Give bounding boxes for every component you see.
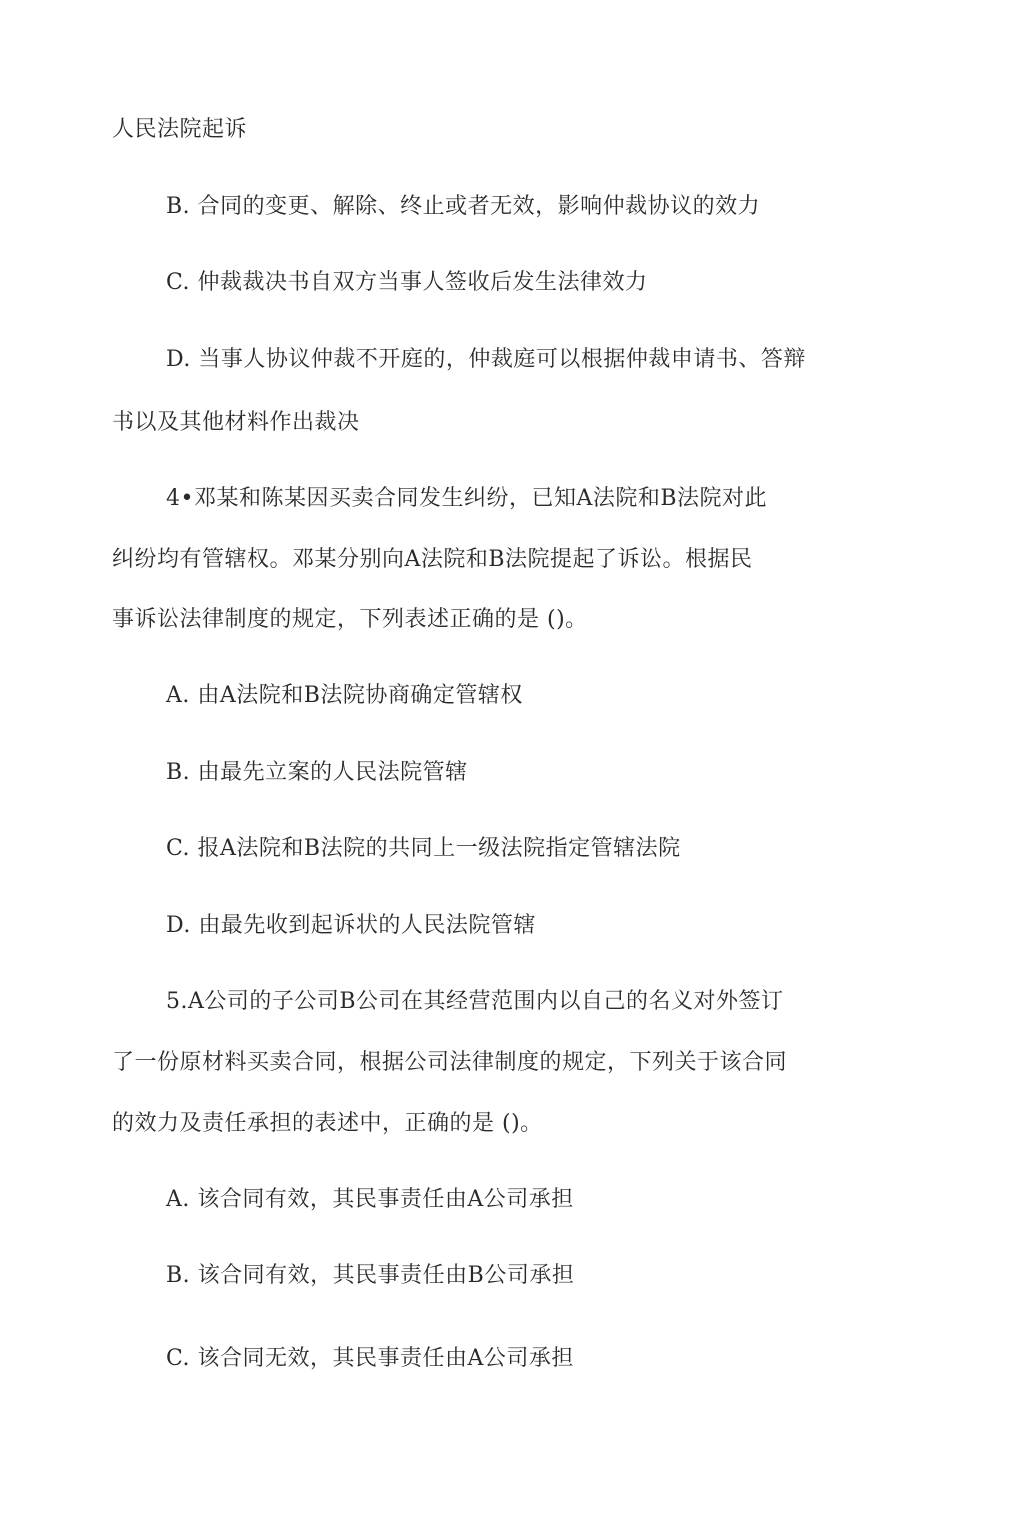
question-4-text-line2: 纠纷均有管辖权。邓某分别向A法院和B法院提起了诉讼。根据民 [112, 547, 753, 572]
option-d-continuation: 书以及其他材料作出裁决 [112, 410, 360, 435]
option-d-text: D. 当事人协议仲裁不开庭的，仲裁庭可以根据仲裁申请书、答辩 [166, 347, 806, 372]
question-5-option-c: C. 该合同无效，其民事责任由A公司承担 [166, 1346, 574, 1371]
question-5-option-a: A. 该合同有效，其民事责任由A公司承担 [166, 1187, 574, 1212]
option-c-text: C. 仲裁裁决书自双方当事人签收后发生法律效力 [166, 270, 648, 295]
question-5-text: 5.A公司的子公司B公司在其经营范围内以自己的名义对外签订 [166, 989, 784, 1014]
question-4-option-a: A. 由A法院和B法院协商确定管辖权 [166, 683, 523, 708]
question-5-text-line2: 了一份原材料买卖合同，根据公司法律制度的规定，下列关于该合同 [112, 1050, 788, 1075]
question-5-text-line3: 的效力及责任承担的表述中，正确的是 ()。 [112, 1111, 543, 1136]
option-b-text: B. 合同的变更、解除、终止或者无效，影响仲裁协议的效力 [166, 194, 761, 219]
question-4-text-line3: 事诉讼法律制度的规定，下列表述正确的是 ()。 [112, 607, 588, 632]
paragraph-text: 人民法院起诉 [112, 117, 248, 142]
question-4-text: 4•邓某和陈某因买卖合同发生纠纷，已知A法院和B法院对此 [166, 486, 768, 511]
question-5-option-b: B. 该合同有效，其民事责任由B公司承担 [166, 1263, 575, 1288]
question-4-option-b: B. 由最先立案的人民法院管辖 [166, 760, 468, 785]
question-4-option-d: D. 由最先收到起诉状的人民法院管辖 [166, 913, 536, 938]
question-4-option-c: C. 报A法院和B法院的共同上一级法院指定管辖法院 [166, 836, 681, 861]
